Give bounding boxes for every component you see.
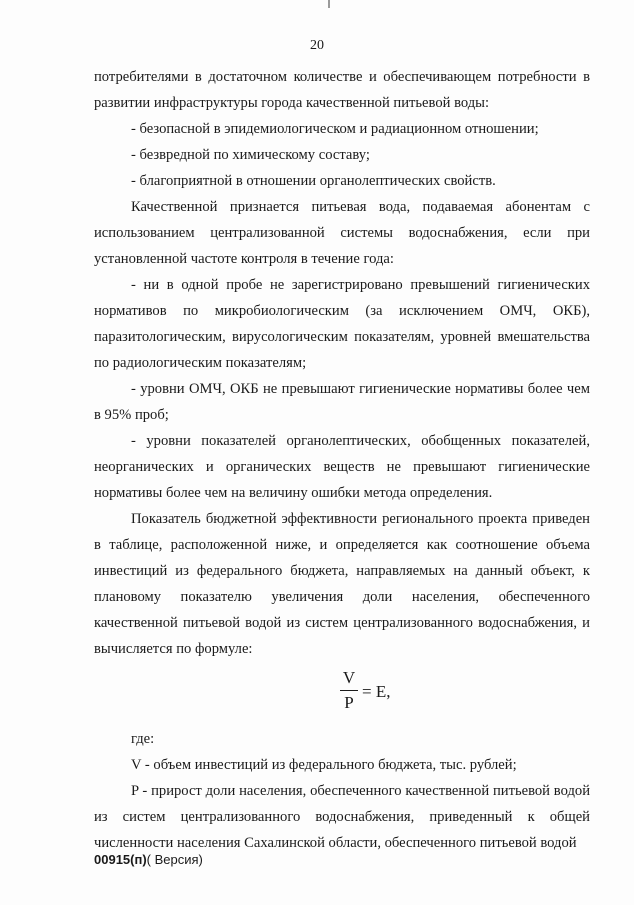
document-code-number: 00915(п) bbox=[94, 852, 147, 867]
where-label: где: bbox=[131, 731, 155, 747]
document-body bbox=[94, 64, 590, 856]
formula-result: = E, bbox=[362, 682, 391, 701]
list-item-harmless: - безвредной по химическому составу; bbox=[131, 147, 370, 163]
list-item-safe: - безопасной в эпидемиологическом и радиационном отношении; bbox=[131, 121, 539, 137]
paragraph-continuation: потребителями в достаточном количестве и обеспечивающем потребности в развитии инфраструктуры города качественной питьевой воды: bbox=[94, 69, 590, 111]
list-item-organoleptic: - уровни показателей органолептических, обобщенных показателей, неорганических и органических веществ не превышают гигиенические нормативы более чем на величину ошибки метода определения. bbox=[94, 433, 590, 501]
formula-numerator: V bbox=[342, 668, 356, 687]
page-number: 20 bbox=[310, 38, 324, 53]
list-item-omch-okb: - уровни ОМЧ, ОКБ не превышают гигиенические нормативы более чем в 95% проб; bbox=[94, 381, 590, 423]
definition-v: V - объем инвестиций из федерального бюджета, тыс. рублей; bbox=[131, 757, 517, 773]
document-code bbox=[94, 852, 203, 867]
scan-edge-mark bbox=[328, 0, 330, 8]
document-version: ( Версия) bbox=[146, 852, 203, 867]
fraction-bar bbox=[340, 690, 358, 691]
paragraph-quality-definition: Качественной признается питьевая вода, подаваемая абонентам с использованием централизованной системы водоснабжения, если при установленной частоте контроля в течение года: bbox=[94, 199, 590, 267]
paragraph-budget-efficiency: Показатель бюджетной эффективности регионального проекта приведен в таблице, расположенной ниже, и определяется как соотношение объема инвестиций из федерального бюджета, направляемых на данный объект, к плановому показателю увеличения доли населения, обеспеченного качественной питьевой водой из систем централизованного водоснабжения, и вычисляется по формуле: bbox=[94, 511, 590, 657]
formula-denominator: P bbox=[344, 693, 354, 712]
formula-fraction bbox=[340, 668, 358, 713]
list-item-favorable: - благоприятной в отношении органолептических свойств. bbox=[131, 173, 496, 189]
definition-p: P - прирост доли населения, обеспеченного качественной питьевой водой из систем централизованного водоснабжения, приведенный к общей численности населения Сахалинской области, обеспеченного питьевой водой bbox=[94, 783, 590, 851]
formula bbox=[94, 662, 590, 726]
list-item-no-exceedance: - ни в одной пробе не зарегистрировано превышений гигиенических нормативов по микробиологическим (за исключением ОМЧ, ОКБ), паразитологическим, вирусологическим показателям, уровней вмешательства по радиологическим показателям; bbox=[94, 277, 590, 371]
